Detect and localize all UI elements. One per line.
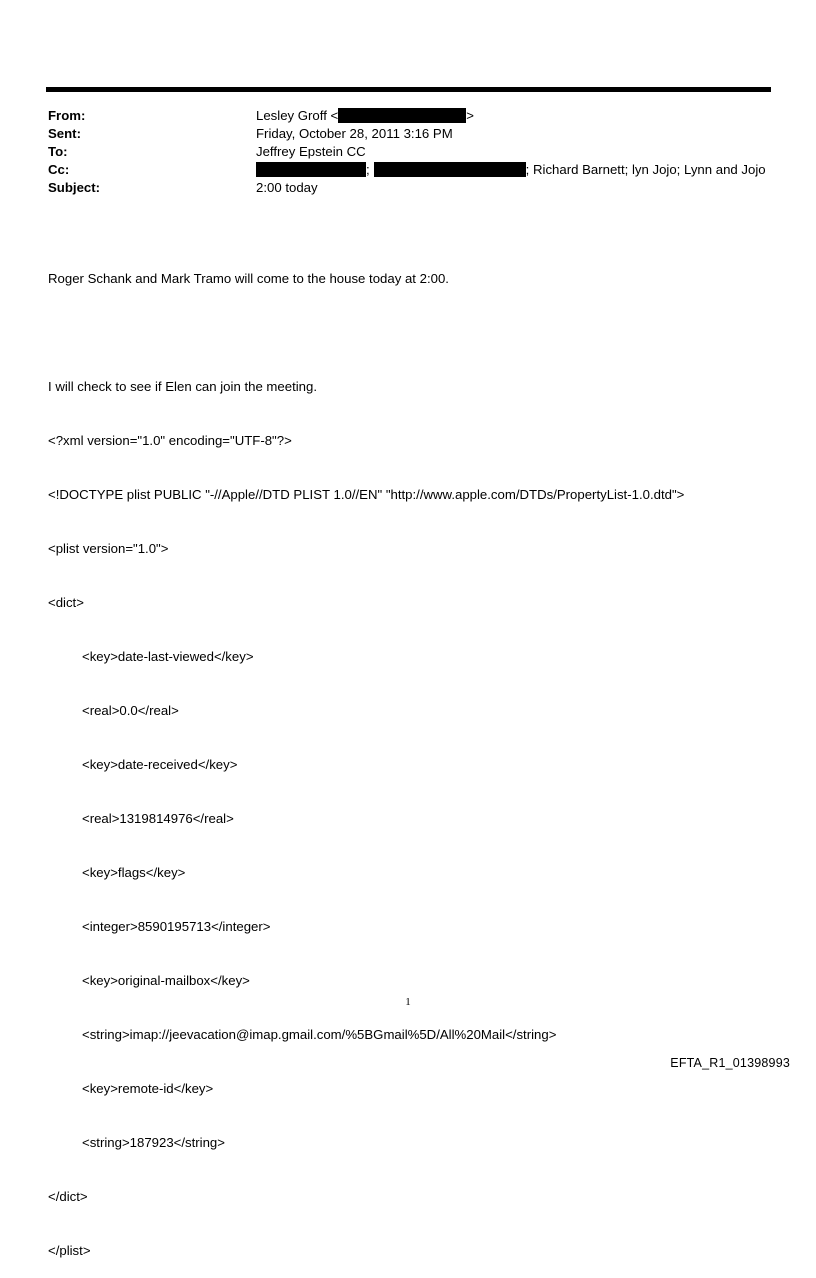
to-row — [48, 143, 778, 161]
to-label: To: — [48, 144, 68, 159]
xml-declaration: <?xml version="1.0" encoding="UTF-8"?> — [48, 433, 292, 448]
plist-close: </plist> — [48, 1243, 91, 1258]
from-value — [256, 107, 474, 125]
email-header — [48, 107, 778, 197]
from-row — [48, 107, 778, 125]
from-close: > — [466, 108, 474, 123]
dict-entry: <real>1319814976</real> — [82, 811, 234, 826]
subject-label: Subject: — [48, 180, 101, 195]
subject-value: 2:00 today — [256, 180, 318, 195]
header-rule — [46, 87, 771, 92]
dict-entry: <key>original-mailbox</key> — [82, 973, 250, 988]
dict-entry: <string>187923</string> — [82, 1135, 225, 1150]
sent-row — [48, 125, 778, 143]
redaction-box — [374, 162, 526, 177]
dict-entry: <key>remote-id</key> — [82, 1081, 214, 1096]
dict-open: <dict> — [48, 595, 84, 610]
sent-value: Friday, October 28, 2011 3:16 PM — [256, 126, 453, 141]
dict-close: </dict> — [48, 1189, 88, 1204]
from-name: Lesley Groff < — [256, 108, 339, 123]
cc-recipients: ; Richard Barnett; lyn Jojo; Lynn and Jojo — [525, 162, 766, 177]
cc-value — [256, 161, 766, 179]
xml-doctype: <!DOCTYPE plist PUBLIC "-//Apple//DTD PLIST 1.0//EN" "http://www.apple.com/DTDs/PropertyList-1.0.dtd"> — [48, 487, 685, 502]
redaction-box — [256, 162, 366, 177]
dict-entry: <string>imap://jeevacation@imap.gmail.com/%5BGmail%5D/All%20Mail</string> — [82, 1027, 557, 1042]
page-number: 1 — [405, 996, 411, 1008]
body-paragraph: I will check to see if Elen can join the meeting. — [48, 379, 318, 394]
from-label: From: — [48, 108, 86, 123]
cc-label: Cc: — [48, 162, 70, 177]
dict-entry: <integer>8590195713</integer> — [82, 919, 271, 934]
document-id: EFTA_R1_01398993 — [670, 1056, 790, 1070]
body-paragraph: Roger Schank and Mark Tramo will come to the house today at 2:00. — [48, 271, 449, 286]
dict-entry: <key>date-last-viewed</key> — [82, 649, 254, 664]
dict-entry: <key>date-received</key> — [82, 757, 238, 772]
email-body — [48, 234, 788, 1278]
sent-label: Sent: — [48, 126, 81, 141]
plist-open: <plist version="1.0"> — [48, 541, 169, 556]
dict-entry: <key>flags</key> — [82, 865, 186, 880]
cc-separator: ; — [366, 162, 370, 177]
redaction-box — [338, 108, 466, 123]
subject-row — [48, 179, 778, 197]
cc-row — [48, 161, 778, 179]
dict-entry: <real>0.0</real> — [82, 703, 179, 718]
to-value: Jeffrey Epstein CC — [256, 144, 366, 159]
